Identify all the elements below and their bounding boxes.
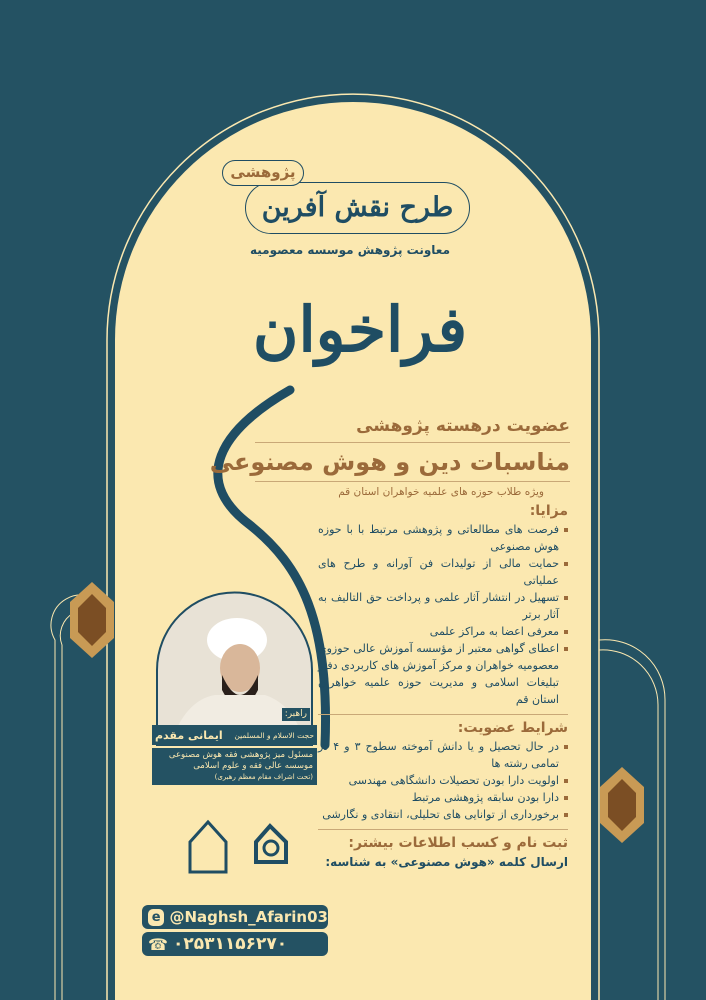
- list-item: حمایت مالی از تولیدات فن آورانه و طرح های عملیاتی: [318, 555, 568, 589]
- guide-name: ایمانی مقدم: [155, 728, 223, 742]
- intro-line1: عضویت درهسته پژوهشی: [356, 416, 570, 436]
- guide-supervision: (تحت اشراف مقام معظم رهبری): [214, 773, 313, 781]
- list-item: در حال تحصیل و یا دانش آموخته سطوح ۳ و ۴ در تمامی رشته ها: [318, 738, 568, 772]
- logo-subtitle: معاونت پژوهش موسسه معصومیه: [249, 243, 451, 257]
- divider: [255, 481, 570, 482]
- divider: [318, 714, 568, 715]
- telephone-icon: ☎: [148, 934, 168, 954]
- benefits-list: [318, 521, 568, 708]
- ornament-right: [600, 767, 644, 843]
- list-item: برخورداری از توانایی های تحلیلی، انتقادی و نگارشی: [318, 806, 568, 823]
- guide-institute: موسسه عالی فقه و علوم اسلامی: [193, 761, 313, 771]
- divider: [255, 442, 570, 443]
- logo-badge: پژوهشی: [222, 160, 304, 186]
- divider: [318, 829, 568, 830]
- phone-number[interactable]: [142, 932, 328, 956]
- benefits-title: مزایا:: [529, 503, 568, 519]
- guide-honorific: حجت الاسلام و المسلمین: [234, 730, 314, 740]
- guide-role-box: [152, 748, 317, 785]
- details-column: [318, 501, 568, 871]
- eitaa-handle[interactable]: [142, 905, 328, 929]
- register-text: ارسال کلمه «هوش مصنوعی» به شناسه:: [325, 855, 568, 869]
- handle-text: @Naghsh_Afarin03: [169, 908, 328, 926]
- guide-label: راهبر:: [282, 708, 310, 721]
- list-item: اعطای گواهی معتبر از مؤسسه آموزش عالی حوزوی معصومیه خواهران و مرکز آموزش های کاربردی دفتر تبلیغات اسلامی و مدیریت حوزه علمیه خواهران استان قم: [318, 640, 568, 708]
- guide-name-band: [152, 725, 317, 745]
- list-item: فرصت های مطالعاتی و پژوهشی مرتبط با با حوزه هوش مصنوعی: [318, 521, 568, 555]
- guide-role: مسئول میز پژوهشی فقه هوش مصنوعی: [168, 750, 313, 760]
- eitaa-icon: e: [148, 909, 164, 926]
- logo-title: طرح نقش آفرین: [261, 192, 454, 223]
- audience-text: ویژه طلاب حوزه های علمیه خواهران استان قم: [338, 486, 544, 498]
- list-item: دارا بودن سابقه پژوهشی مرتبط: [318, 789, 568, 806]
- left-side-arch-inner: [60, 610, 107, 1000]
- list-item: معرفی اعضا به مراکز علمی: [318, 623, 568, 640]
- phone-text: ۰۲۵۳۱۱۵۶۲۷۰: [172, 934, 288, 954]
- conditions-list: [318, 738, 568, 823]
- conditions-title: شرایط عضویت:: [457, 720, 568, 736]
- list-item: اولویت دارا بودن تحصیلات دانشگاهی مهندسی: [318, 772, 568, 789]
- register-title: ثبت نام و کسب اطلاعات بیشتر:: [348, 835, 568, 851]
- left-side-arch: [51, 595, 107, 1000]
- headline: فراخوان: [252, 293, 468, 366]
- intro-title: مناسبات دین و هوش مصنوعی: [209, 448, 570, 476]
- list-item: تسهیل در انتشار آثار علمی و پرداخت حق التالیف به آثار برتر: [318, 589, 568, 623]
